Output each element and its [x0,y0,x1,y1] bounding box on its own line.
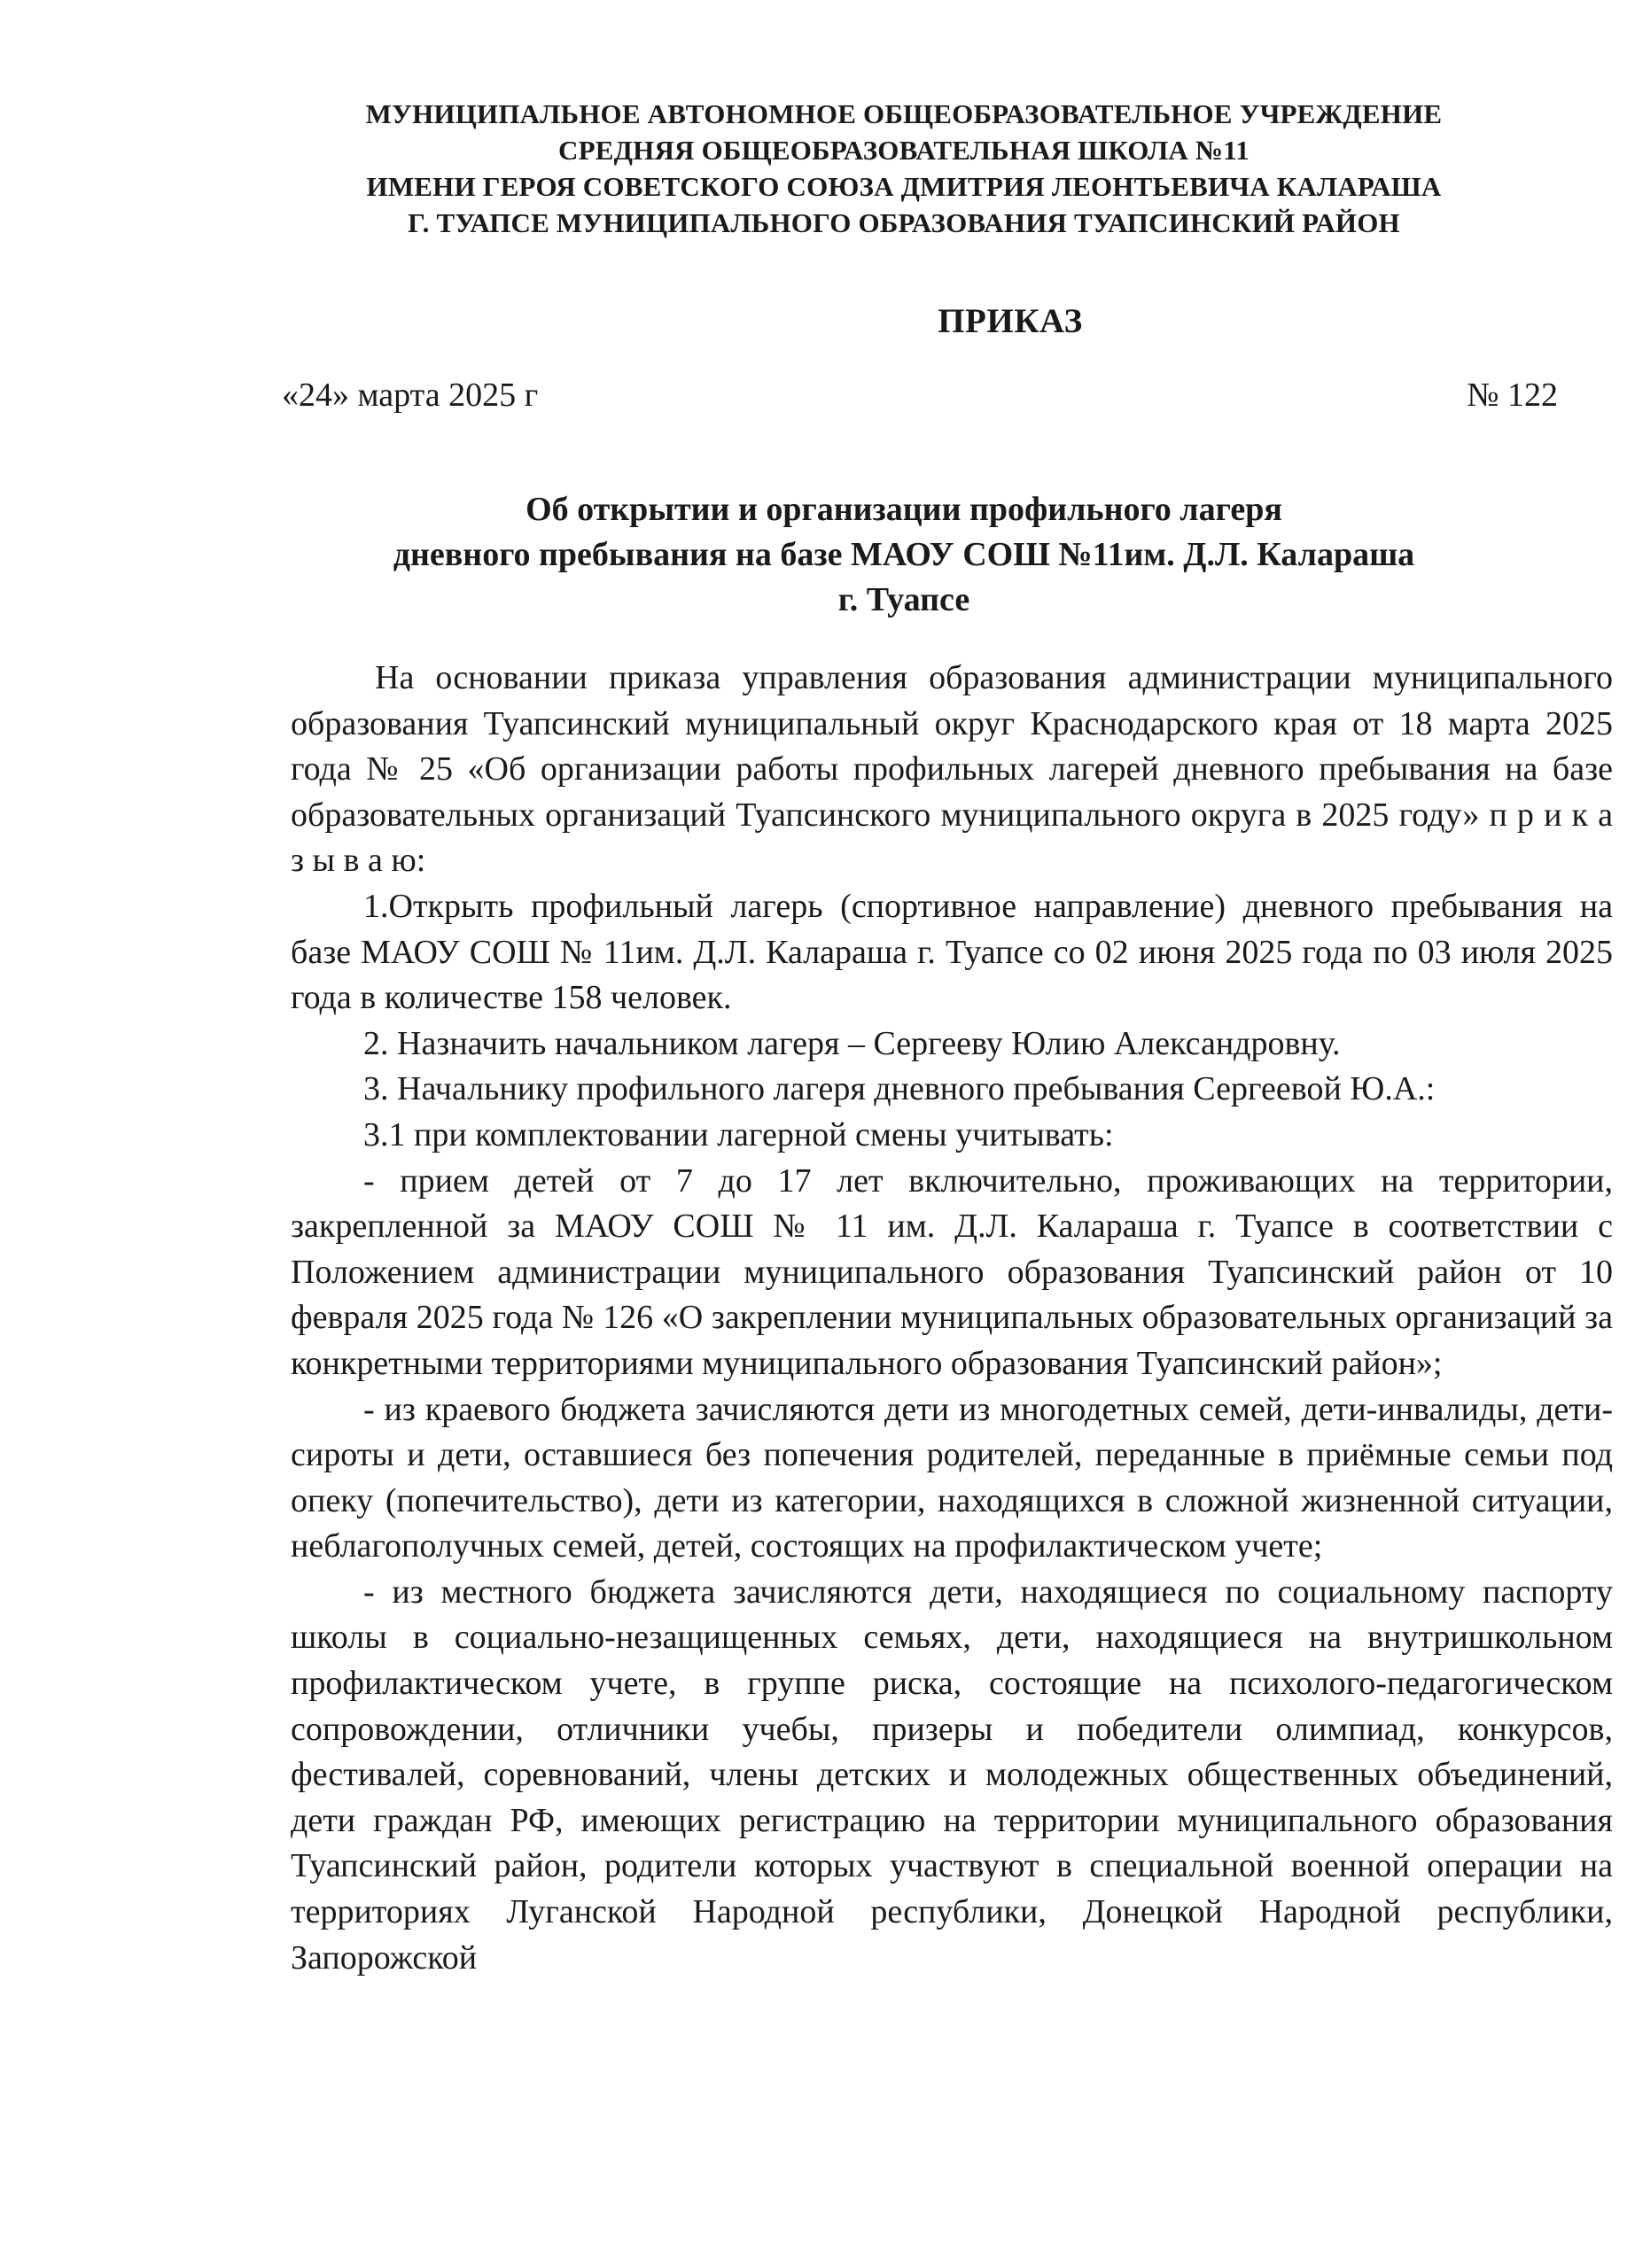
paragraph: На основании приказа управления образования администрации муниципального образования Туапсинский муниципальный округ Краснодарского края от 18 марта 2025 года № 25 «Об организации работы профильных лагерей дневного пребывания на базе образовательных организаций Туапсинского муниципального округа в 2025 году» п р и к а з ы в а ю: [291,659,1613,880]
paragraph: - из местного бюджета зачисляются дети, находящиеся по социальному паспорту школы в социально-незащищенных семьях, дети, находящиеся на внутришкольном профилактическом учете, в группе риска, состоящие на психолого-педагогическом сопровождении, отличники учебы, призеры и победители олимпиад, конкурсов, фестивалей, соревнований, члены детских и молодежных общественных объединений, дети граждан РФ, имеющих регистрацию на территории муниципального образования Туапсинский район, родители которых участвуют в специальной военной операции на территориях Луганской Народной республики, Донецкой Народной республики, Запорожской [291,1573,1613,1977]
header-line: СРЕДНЯЯ ОБЩЕОБРАЗОВАТЕЛЬНАЯ ШКОЛА №11 [558,135,1250,166]
paragraph: 3.1 при комплектовании лагерной смены учитывать: [363,1115,1114,1153]
order-number: № 122 [1467,377,1558,414]
header-line: ИМЕНИ ГЕРОЯ СОВЕТСКОГО СОЮЗА ДМИТРИЯ ЛЕОНТЬЕВИЧА КАЛАРАША [366,171,1442,202]
subject-line: г. Туапсе [837,581,970,618]
header-line: Г. ТУАПСЕ МУНИЦИПАЛЬНОГО ОБРАЗОВАНИЯ ТУАПСИНСКИЙ РАЙОН [408,207,1400,238]
order-date: «24» марта 2025 г [282,377,539,414]
order-body [291,656,1613,1981]
paragraph: 3. Начальнику профильного лагеря дневного пребывания Сергеевой Ю.А.: [363,1070,1436,1108]
subject-line: дневного пребывания на базе МАОУ СОШ №11им. Д.Л. Калараша [393,536,1415,573]
order-subject [266,487,1542,623]
document-title: ПРИКАЗ [938,302,1083,340]
paragraph: 2. Назначить начальником лагеря – Сергееву Юлию Александровну. [363,1024,1341,1062]
paragraph: - прием детей от 7 до 17 лет включительно, проживающих на территории, закрепленной за МАОУ СОШ № 11 им. Д.Л. Калараша г. Туапсе в соответствии с Положением администрации муниципального образования Туапсинский район от 10 февраля 2025 года № 126 «О закреплении муниципальных образовательных организаций за конкретными территориями муниципального образования Туапсинский район»; [291,1161,1613,1382]
header-line: МУНИЦИПАЛЬНОЕ АВТОНОМНОЕ ОБЩЕОБРАЗОВАТЕЛЬНОЕ УЧРЕЖДЕНИЕ [365,98,1443,129]
paragraph: 1.Открыть профильный лагерь (спортивное направление) дневного пребывания на базе МАОУ СОШ № 11им. Д.Л. Калараша г. Туапсе со 02 июня 2025 года по 03 июля 2025 года в количестве 158 человек. [291,887,1613,1017]
date-number-line [282,376,1558,415]
paragraph: - из краевого бюджета зачисляются дети из многодетных семей, дети-инвалиды, дети-сироты и дети, оставшиеся без попечения родителей, переданные в приёмные семьи под опеку (попечительство), дети из категории, находящихся в сложной жизненной ситуации, неблагополучных семей, детей, состоящих на профилактическом учете; [291,1390,1613,1565]
institution-header [266,96,1542,241]
subject-line: Об открытии и организации профильного лагеря [526,491,1282,528]
